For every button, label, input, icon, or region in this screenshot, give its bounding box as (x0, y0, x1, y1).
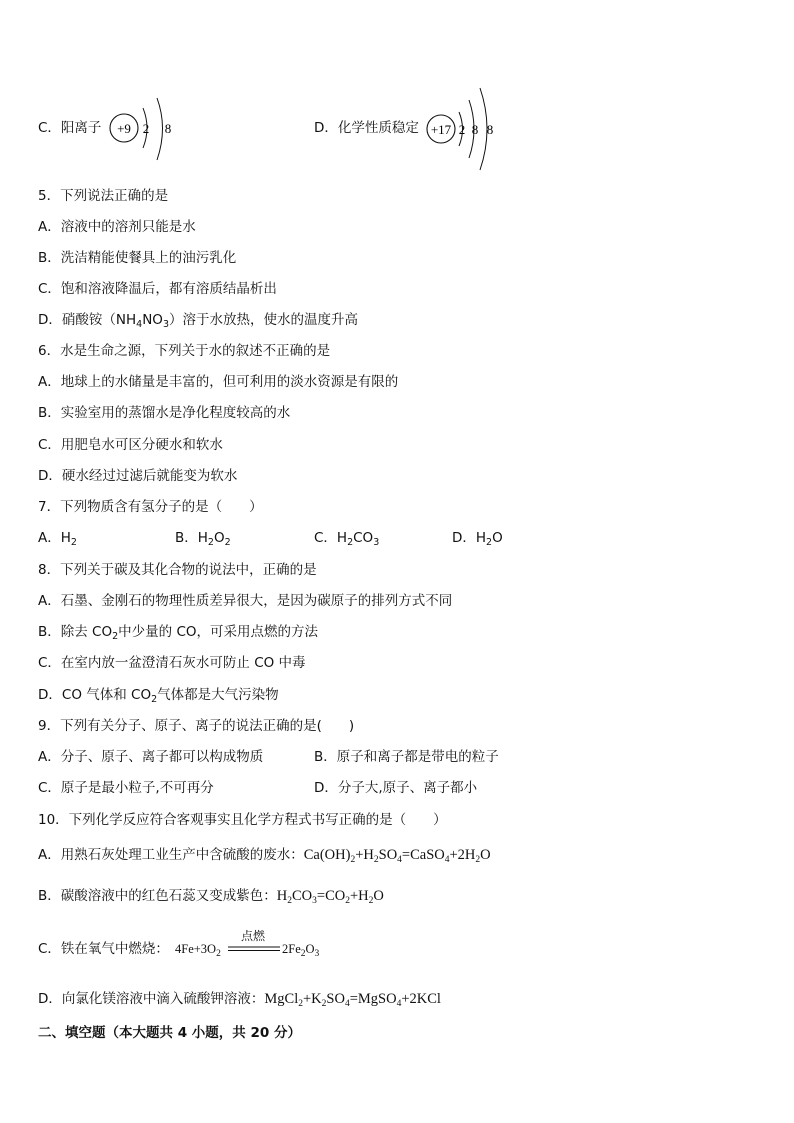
q8-option-a: A．石墨、金刚石的物理性质差异很大，是因为碳原子的排列方式不同 (38, 593, 453, 609)
q7-option-a: A．$H_2$ (38, 530, 77, 548)
q6-stem: 6．水是生命之源，下列关于水的叙述不正确的是 (38, 343, 331, 359)
q8-option-c: C．在室内放一盆澄清石灰水可防止 CO 中毒 (38, 655, 306, 671)
equation-c-reactants: $4Fe+3O_2$ (175, 942, 221, 959)
equation-a: $Ca(OH)_2+H_2SO_4=CaSO_4+2H_2O$ (303, 847, 491, 865)
q9-stem: 9．下列有关分子、原子、离子的说法正确的是( ) (38, 718, 355, 734)
q5-option-b: B．洗洁精能使餐具上的油污乳化 (38, 250, 237, 266)
q7-option-d: D．$H_2O$ (452, 530, 503, 548)
q10-option-d: D．向氯化镁溶液中滴入硫酸钾溶液：$MgCl_2+K_2SO_4=MgSO_4+2KCl$ (38, 991, 441, 1009)
q4-option-c-label: C．阳离子 (38, 120, 102, 136)
electron-shell-2 (157, 98, 163, 160)
q5-option-a: A．溶液中的溶剂只能是水 (38, 219, 196, 235)
q10-option-c-text: C．铁在氧气中燃烧： (38, 941, 169, 957)
q5-option-d: D．硝酸铵$(NH_4NO_3)$溶于水放热，使水的温度升高 (38, 312, 358, 330)
shell-electrons-1: 2 (142, 121, 150, 136)
q6-option-a: A．地球上的水储量是丰富的，但可利用的淡水资源是有限的 (38, 374, 399, 390)
q5-option-c: C．饱和溶液降温后，都有溶质结晶析出 (38, 281, 277, 297)
q7-stem: 7．下列物质含有氢分子的是（ ） (38, 499, 263, 515)
shell-electrons-2: 8 (471, 122, 479, 137)
q9-option-c: C．原子是最小粒子,不可再分 (38, 780, 214, 796)
q6-option-b: B．实验室用的蒸馏水是净化程度较高的水 (38, 405, 291, 421)
q4-option-d-label: D．化学性质稳定 (314, 120, 419, 136)
reaction-equals-sign (228, 945, 280, 953)
q8-stem: 8．下列关于碳及其化合物的说法中，正确的是 (38, 562, 317, 578)
section-2-heading: 二、填空题（本大题共 4 小题，共 20 分） (38, 1025, 301, 1041)
q4-option-c-diagram (104, 94, 184, 166)
q6-option-d: D．硬水经过过滤后就能变为软水 (38, 468, 238, 484)
q6-option-c: C．用肥皂水可区分硬水和软水 (38, 437, 223, 453)
equation-c-products: $2Fe_2O_3$ (282, 942, 320, 959)
shell-electrons-2: 8 (164, 121, 172, 136)
q10-option-a: A．用熟石灰处理工业生产中含硫酸的废水：$Ca(OH)_2+H_2SO_4=CaSO_4+2H_2O$ (38, 847, 491, 865)
reaction-condition: 点燃 (241, 929, 266, 943)
q7-option-c: C．$H_2CO_3$ (314, 530, 380, 548)
q5-stem: 5．下列说法正确的是 (38, 188, 169, 204)
equation-d: $MgCl_2+K_2SO_4=MgSO_4+2KCl$ (264, 991, 441, 1009)
q8-option-d: D．CO 气体和 $CO_2$气体都是大气污染物 (38, 687, 279, 705)
q9-option-d: D．分子大,原子、离子都小 (314, 780, 478, 796)
q4-option-d-diagram (422, 82, 504, 176)
q10-option-b: B．碳酸溶液中的红色石蕊又变成紫色：$H_2CO_3=CO_2+H_2O$ (38, 888, 384, 906)
q9-option-a: A．分子、原子、离子都可以构成物质 (38, 749, 264, 765)
shell-electrons-1: 2 (458, 122, 466, 137)
equation-b: $H_2CO_3=CO_2+H_2O$ (276, 888, 384, 906)
q7-option-b: B．$H_2O_2$ (175, 530, 231, 548)
q8-option-b: B．除去 $CO_2$中少量的 CO，可采用点燃的方法 (38, 624, 318, 642)
shell-electrons-3: 8 (486, 122, 494, 137)
q10-stem: 10．下列化学反应符合客观事实且化学方程式书写正确的是（ ） (38, 812, 447, 828)
nucleus-charge: +9 (117, 121, 131, 136)
q9-option-b: B．原子和离子都是带电的粒子 (314, 749, 499, 765)
nucleus-charge: +17 (430, 122, 452, 137)
